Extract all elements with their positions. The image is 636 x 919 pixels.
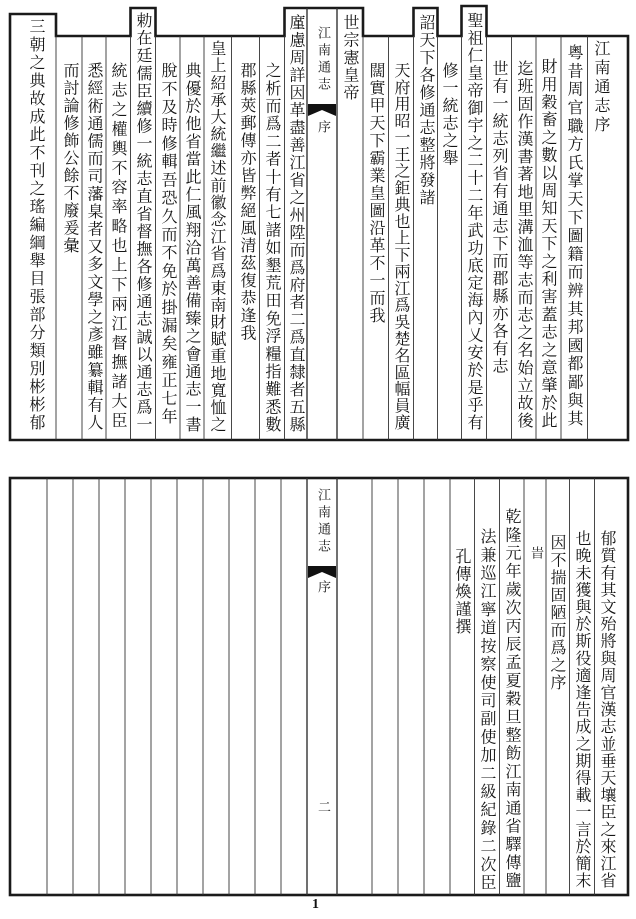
scan-page-number: 1 — [312, 897, 319, 912]
preface-column: 天府用昭一王之鉅典也上下兩江爲吳楚名區幅員廣 — [392, 62, 411, 430]
preface-column: 典優於他省當此仁風翔洽萬善備臻之會通志一書 — [183, 62, 202, 432]
author-signature: 孔傳煥謹撰 — [453, 548, 472, 636]
preface-column: 世有一統志列省有通志下而郡縣亦各有志 — [490, 60, 509, 375]
preface-column: 闊實甲天下霸業皇圖沿革不一而我 — [367, 62, 386, 325]
honorific-column: 三朝之典故成此不刊之瑤編綱舉目張部分類別彬彬郁 — [27, 18, 46, 430]
preface-column: 迄班固作漢書著地里溝洫等志而志之名始立故後 — [515, 60, 534, 428]
preface-column: 也晚未獲與於斯役適逢告成之期得載一言於簡末 — [573, 530, 592, 888]
preface-title: 江南通志序 — [592, 40, 611, 135]
honorific-column: 皇上紹承大統繼述前徽念江省爲東南財賦重地寬恤之 — [208, 40, 227, 432]
date-prefix: 旹 — [528, 546, 543, 561]
folio-number: 二 — [315, 800, 330, 817]
preface-column: 修一統志之舉 — [440, 62, 459, 167]
honorific-column: 聖祖仁皇帝御宇之二十二年武功底定海內乂安於是乎有 — [465, 12, 484, 430]
center-section-label: 序 — [315, 120, 330, 137]
preface-column: 郁質有其文殆將與周官漢志並垂天壤臣之來江省 — [598, 530, 617, 888]
honorific-column: 世宗憲皇帝 — [341, 14, 360, 102]
preface-column: 財用穀畜之數以周知天下之利害蓋志之意肇於此 — [539, 58, 558, 428]
preface-column: 悉經術通儒而司藩臬者又多文學之彥雖纂輯有人 — [85, 62, 104, 430]
honorific-column: 勅在廷儒臣續修一統志直省督撫各修通志誠以通志爲一 — [134, 12, 153, 432]
center-section-label: 序 — [315, 580, 330, 597]
official-title-line: 法兼巡江寧道按察使司副使加二級紀錄二次臣 — [478, 528, 497, 890]
preface-column: 統志之權輿不容率略也上下兩江督撫諸大臣 — [109, 62, 128, 428]
fishtail-mark — [308, 566, 336, 578]
preface-column: 郡縣莢郵傳亦皆弊絕風清茲復恭逢我 — [238, 62, 257, 342]
center-book-title: 江南通志 — [315, 488, 330, 556]
honorific-column: 廑慮周詳因革盡善江省之州陞而爲府者二爲直隸者五縣 — [287, 14, 306, 432]
preface-column: 脫不及時修輯吾恐久而不免於掛漏矣雍正七年 — [159, 62, 178, 424]
fishtail-mark — [308, 104, 336, 116]
date-line: 乾隆元年歲次丙辰孟夏穀旦整飭江南通省驛傳鹽 — [503, 508, 522, 888]
preface-column: 因不揣固陋而爲之序 — [548, 534, 567, 692]
center-book-title: 江南通志 — [315, 26, 330, 94]
preface-column: 而討論修飾公餘不廢爰彙 — [61, 62, 80, 255]
preface-column: 之析而爲二者十有七諸如墾荒田免浮糧指難悉數 — [263, 62, 282, 432]
preface-column: 粵昔周官職方氏掌天下圖籍而辨其邦國都鄙與其 — [565, 44, 584, 426]
honorific-column: 詔天下各修通志整將發諸 — [417, 14, 436, 207]
